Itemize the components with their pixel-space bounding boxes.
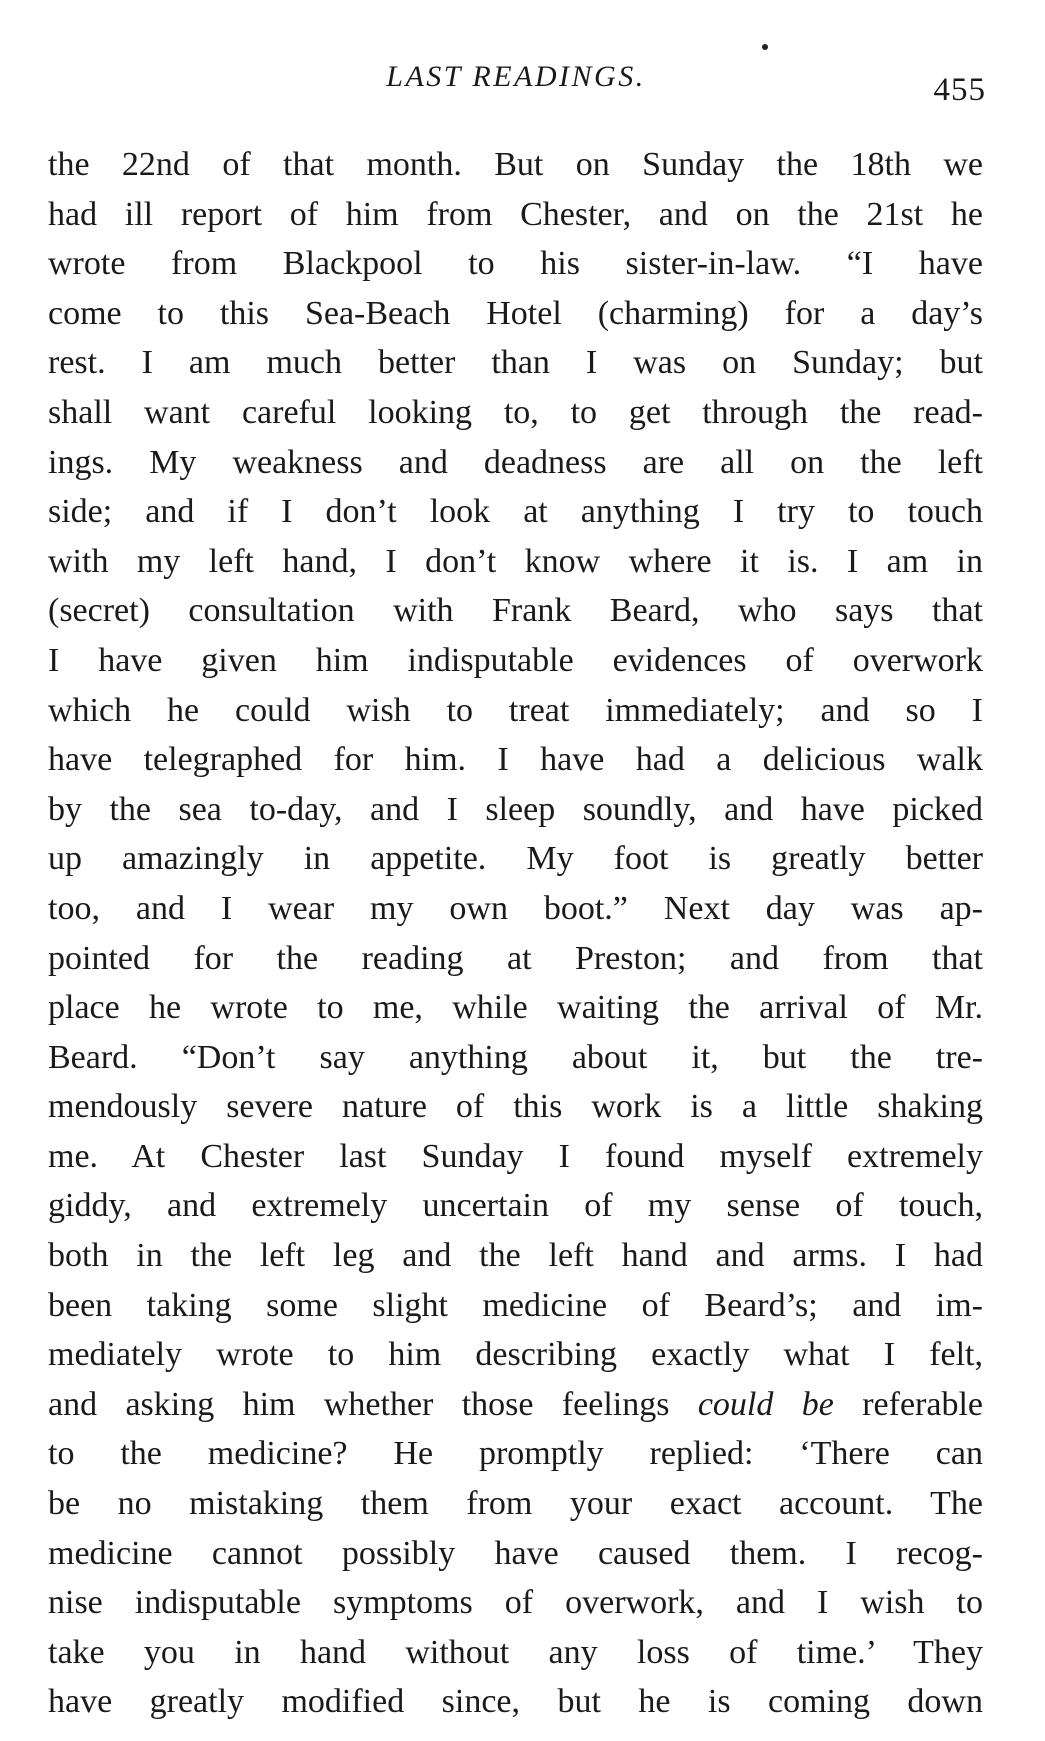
text-line: the 22nd of that month. But on Sunday the 18th we <box>48 146 983 183</box>
text-line: which he could wish to treat immediately; and so I <box>48 691 983 729</box>
page-number: 455 <box>933 72 986 108</box>
text-line: up amazingly in appetite. My foot is greatly better <box>48 840 983 878</box>
text-line: Beard. “Don’t say anything about it, but the tre- <box>48 1038 983 1076</box>
text-line: to the medicine? He promptly replied: ‘There can <box>48 1435 983 1473</box>
text-line: had ill report of him from Chester, and on the 21st he <box>48 195 983 233</box>
text-line: pointed for the reading at Preston; and from that <box>48 939 983 977</box>
text-line: me. At Chester last Sunday I found myself extremely <box>48 1137 983 1175</box>
text-line: mediately wrote to him describing exactly what I felt, <box>48 1336 983 1374</box>
text-line: too, and I wear my own boot.” Next day was ap- <box>48 889 983 927</box>
text-line: both in the left leg and the left hand and arms. I had <box>48 1237 983 1275</box>
text-line: take you in hand without any loss of time.’ They <box>48 1633 983 1671</box>
text-line-with-italic <box>48 1380 983 1430</box>
text-line: by the sea to-day, and I sleep soundly, and have picked <box>48 790 983 828</box>
running-head <box>46 52 986 108</box>
text-line: have telegraphed for him. I have had a delicious walk <box>48 741 983 779</box>
text-line: giddy, and extremely uncertain of my sense of touch, <box>48 1187 983 1225</box>
text-line: shall want careful looking to, to get through the read- <box>48 393 983 431</box>
text-line: (secret) consultation with Frank Beard, who says that <box>48 592 983 630</box>
print-speck <box>762 44 768 50</box>
text-line: with my left hand, I don’t know where it is. I am in <box>48 542 983 580</box>
text-line: be no mistaking them from your exact account. The <box>48 1485 983 1523</box>
text-line: been taking some slight medicine of Beard’s; and im- <box>48 1286 983 1324</box>
text-line: nise indisputable symptoms of overwork, and I wish to <box>48 1584 983 1622</box>
text-line: rest. I am much better than I was on Sunday; but <box>48 344 983 382</box>
text-line: mendously severe nature of this work is a little shaking <box>48 1088 983 1126</box>
text-line: wrote from Blackpool to his sister-in-law. “I have <box>48 245 983 283</box>
body-text <box>48 140 983 1727</box>
line-segment: referable <box>833 1385 983 1423</box>
text-line: ings. My weakness and deadness are all on the left <box>48 443 983 481</box>
text-line: place he wrote to me, while waiting the arrival of Mr. <box>48 989 983 1027</box>
italic-emphasis: could be <box>697 1385 834 1423</box>
text-line: come to this Sea-Beach Hotel (charming) for a day’s <box>48 294 983 332</box>
text-line: medicine cannot possibly have caused them. I recog- <box>48 1534 983 1572</box>
line-segment: and asking him whether those feelings <box>48 1385 698 1423</box>
text-line: side; and if I don’t look at anything I try to touch <box>48 493 983 531</box>
text-line: have greatly modified since, but he is coming down <box>48 1683 983 1721</box>
running-title: LAST READINGS. <box>386 60 646 93</box>
text-line: I have given him indisputable evidences of overwork <box>48 641 983 679</box>
